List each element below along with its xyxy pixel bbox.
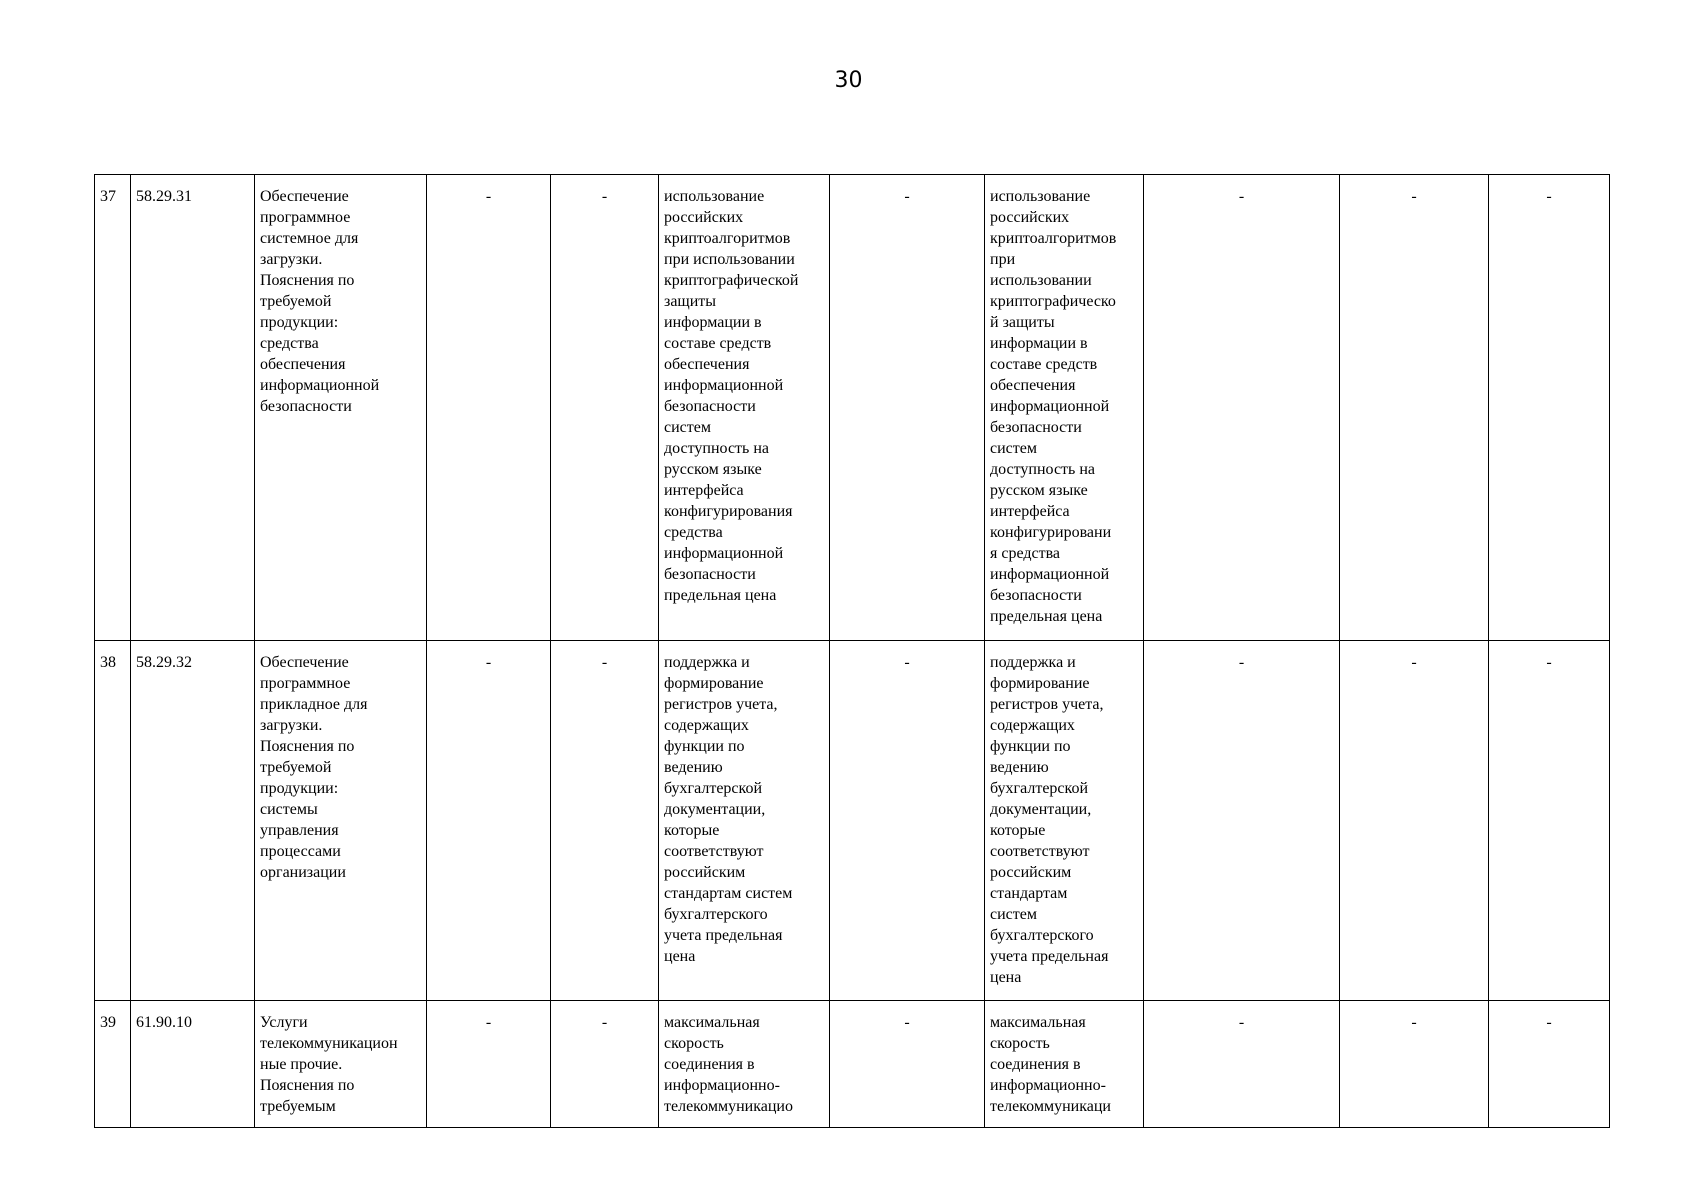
empty-cell: -	[1340, 641, 1489, 1001]
empty-cell: -	[551, 175, 659, 641]
empty-cell: -	[427, 641, 551, 1001]
empty-cell: -	[551, 1001, 659, 1128]
okpd-code: 61.90.10	[131, 1001, 255, 1128]
empty-cell: -	[1144, 175, 1340, 641]
okpd-code: 58.29.31	[131, 175, 255, 641]
empty-cell: -	[830, 1001, 985, 1128]
empty-cell: -	[1489, 641, 1610, 1001]
table-row	[95, 175, 1610, 641]
okpd-code: 58.29.32	[131, 641, 255, 1001]
requirement-characteristics-approved: поддержка и формирование регистров учета, содержащих функции по ведению бухгалтерской документации, которые соответствуют российским стандартам систем бухгалтерского учета предельная цена	[985, 641, 1144, 1001]
row-number: 37	[95, 175, 131, 641]
empty-cell: -	[551, 641, 659, 1001]
empty-cell: -	[1144, 1001, 1340, 1128]
requirement-characteristics-approved: максимальная скорость соединения в информационно- телекоммуникаци	[985, 1001, 1144, 1128]
requirements-table	[94, 174, 1610, 1128]
empty-cell: -	[830, 641, 985, 1001]
table-row	[95, 641, 1610, 1001]
requirement-characteristics: использование российских криптоалгоритмов при использовании криптографической защиты информации в составе средств обеспечения информационной безопасности систем доступность на русском языке интерфейса конфигурирования средства информационной безопасности предельная цена	[659, 175, 830, 641]
row-number: 38	[95, 641, 131, 1001]
requirement-characteristics: поддержка и формирование регистров учета, содержащих функции по ведению бухгалтерской документации, которые соответствуют российским стандартам систем бухгалтерского учета предельная цена	[659, 641, 830, 1001]
empty-cell: -	[1489, 175, 1610, 641]
requirement-characteristics: максимальная скорость соединения в информационно- телекоммуникацио	[659, 1001, 830, 1128]
product-name: Обеспечение программное прикладное для загрузки. Пояснения по требуемой продукции: системы управления процессами организации	[255, 641, 427, 1001]
empty-cell: -	[1340, 1001, 1489, 1128]
product-name: Услуги телекоммуникацион ные прочие. Пояснения по требуемым	[255, 1001, 427, 1128]
empty-cell: -	[1144, 641, 1340, 1001]
page-number: 30	[834, 68, 863, 93]
empty-cell: -	[1340, 175, 1489, 641]
row-number: 39	[95, 1001, 131, 1128]
table-row	[95, 1001, 1610, 1128]
requirement-characteristics-approved: использование российских криптоалгоритмов при использовании криптографическо й защиты информации в составе средств обеспечения информационной безопасности систем доступность на русском языке интерфейса конфигурировани я средства информационной безопасности предельная цена	[985, 175, 1144, 641]
empty-cell: -	[1489, 1001, 1610, 1128]
empty-cell: -	[830, 175, 985, 641]
empty-cell: -	[427, 175, 551, 641]
empty-cell: -	[427, 1001, 551, 1128]
product-name: Обеспечение программное системное для загрузки. Пояснения по требуемой продукции: средства обеспечения информационной безопасности	[255, 175, 427, 641]
